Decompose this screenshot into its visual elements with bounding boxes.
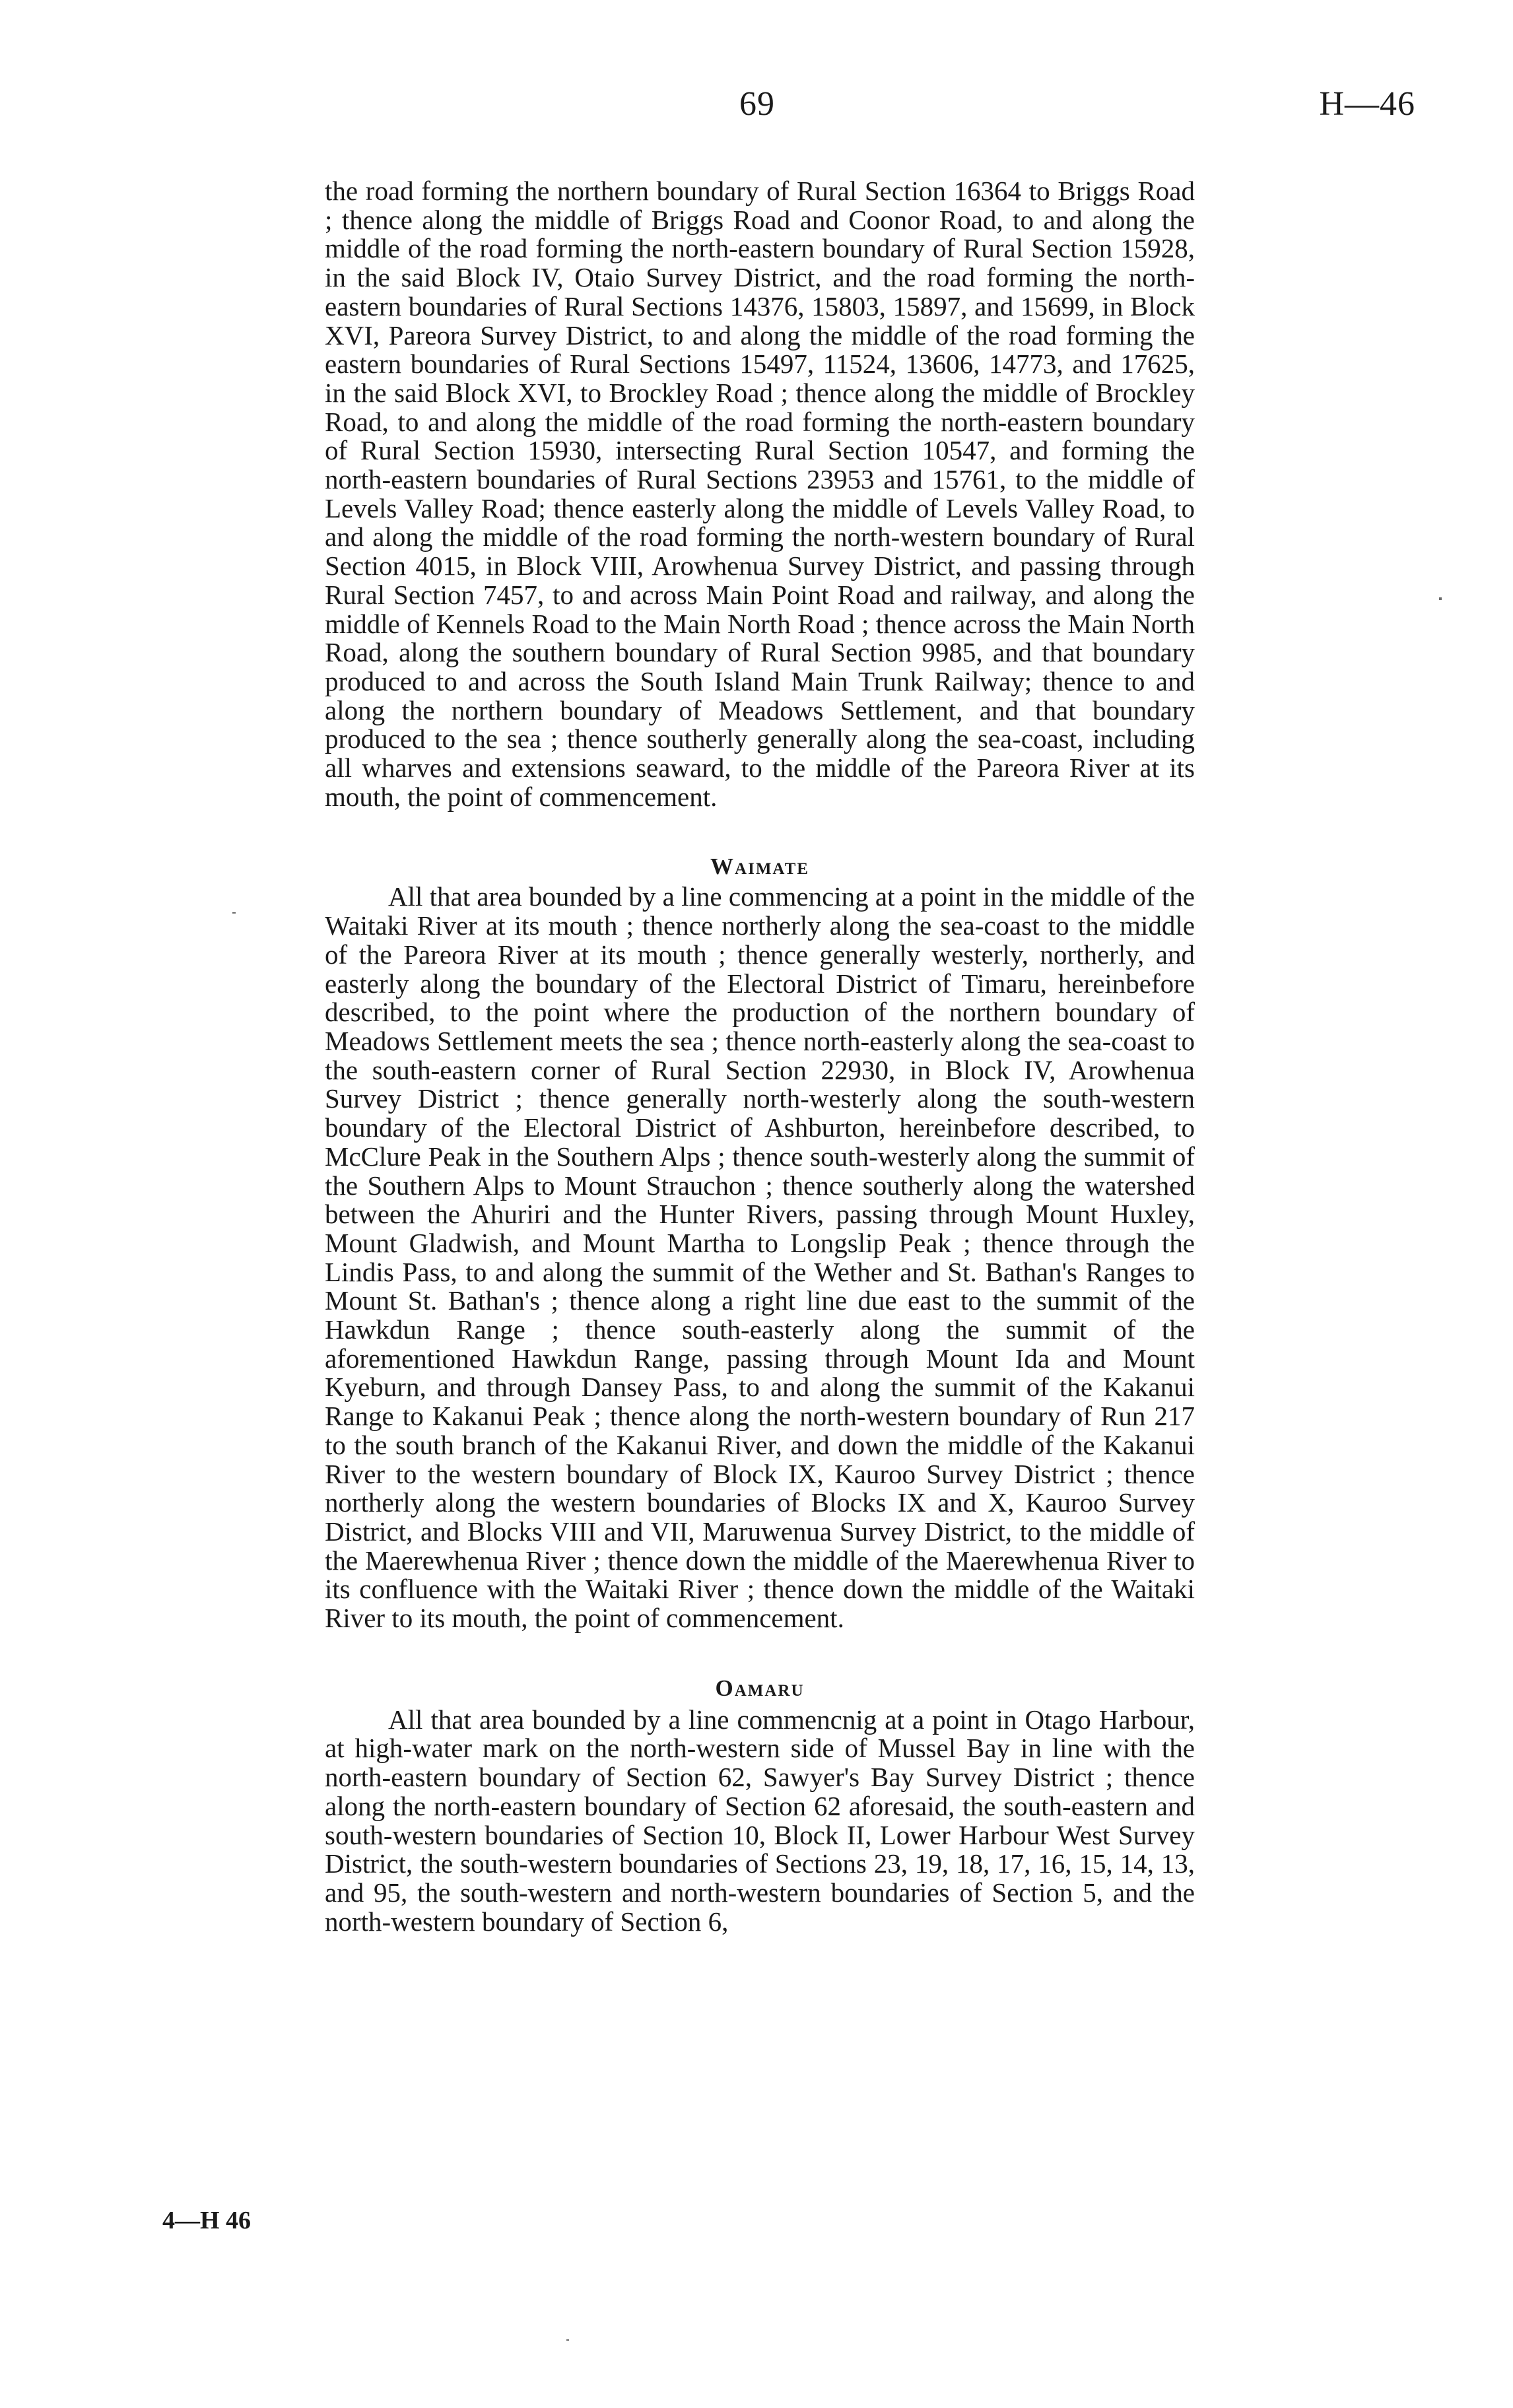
- printer-signature-mark: 4—H 46: [162, 2207, 252, 2234]
- scan-speck: [566, 2339, 569, 2341]
- waimate-boundary-paragraph: All that area bounded by a line commencing at a point in the middle of the Waitaki River at its mouth ; thence northerly along the sea-coast to the middle of the Pareora River at its mouth ; thence generally westerly, northerly, and easterly along the boundary of the Electoral District of Timaru, hereinbefore described, to the point where the production of the northern boundary of Meadows Settlement meets the sea ; thence north-easterly along the sea-coast to the south-eastern corner of Rural Section 22930, in Block IV, Arowhenua Survey District ; thence generally north-westerly along the south-western boundary of the Electoral District of Ashburton, hereinbefore described, to McClure Peak in the Southern Alps ; thence south-westerly along the summit of the Southern Alps to Mount Strauchon ; thence southerly along the watershed between the Ahuriri and the Hunter Rivers, passing through Mount Huxley, Mount Gladwish, and Mount Martha to Longslip Peak ; thence through the Lindis Pass, to and along the summit of the Wether and St. Bathan's Ranges to Mount St. Bathan's ; thence along a right line due east to the summit of the Hawkdun Range ; thence south-easterly along the summit of the aforementioned Hawkdun Range, passing through Mount Ida and Mount Kyeburn, and through Dansey Pass, to and along the summit of the Kakanui Range to Kakanui Peak ; thence along the north-western boundary of Run 217 to the south branch of the Kakanui River, and down the middle of the Kakanui River to the western boundary of Block IX, Kauroo Survey District ; thence northerly along the western boundaries of Blocks IX and X, Kauroo Survey District, and Blocks VIII and VII, Maruwenua Survey District, to the middle of the Maerewhenua River ; thence down the middle of the Maerewhenua River to its confluence with the Waitaki River ; thence down the middle of the Waitaki River to its mouth, the point of commencement.: [325, 881, 1195, 1634]
- page-number: 69: [739, 85, 775, 123]
- section-heading-oamaru: Oamaru: [715, 1675, 805, 1701]
- document-reference: H—46: [1319, 85, 1415, 123]
- continued-boundary-paragraph: the road forming the northern boundary of Rural Section 16364 to Briggs Road ; thence along the middle of Briggs Road and Coonor Road, to and along the middle of the road forming the north-eastern boundary of Rural Section 15928, in the said Block IV, Otaio Survey District, and the road forming the north-eastern boundaries of Rural Sections 14376, 15803, 15897, and 15699, in Block XVI, Pareora Survey District, to and along the middle of the road forming the eastern boundaries of Rural Sections 15497, 11524, 13606, 14773, and 17625, in the said Block XVI, to Brockley Road ; thence along the middle of Brockley Road, to and along the middle of the road forming the north-eastern boundary of Rural Section 15930, intersecting Rural Section 10547, and forming the north-eastern boundaries of Rural Sections 23953 and 15761, to the middle of Levels Valley Road; thence easterly along the middle of Levels Valley Road, to and along the middle of the road forming the north-western boundary of Rural Section 4015, in Block VIII, Arowhenua Survey District, and passing through Rural Section 7457, to and across Main Point Road and railway, and along the middle of Kennels Road to the Main North Road ; thence across the Main North Road, along the southern boundary of Rural Section 9985, and that boundary produced to and across the South Island Main Trunk Railway; thence to and along the northern boundary of Meadows Settlement, and that boundary produced to the sea ; thence southerly generally along the sea-coast, including all wharves and extensions seaward, to the middle of the Pareora River at its mouth, the point of commencement.: [325, 176, 1195, 812]
- oamaru-boundary-paragraph: All that area bounded by a line commencnig at a point in Otago Harbour, at high-water mark on the north-western side of Mussel Bay in line with the north-eastern boundary of Section 62, Sawyer's Bay Survey District ; thence along the north-eastern boundary of Section 62 aforesaid, the south-eastern and south-western boundaries of Section 10, Block II, Lower Harbour West Survey District, the south-western boundaries of Sections 23, 19, 18, 17, 16, 15, 14, 13, and 95, the south-western and north-western boundaries of Section 5, and the north-western boundary of Section 6,: [325, 1704, 1195, 1937]
- scan-speck: [1439, 597, 1442, 600]
- body-text-column: [325, 177, 1195, 1936]
- section-heading-waimate: Waimate: [710, 853, 809, 880]
- scan-speck: [232, 912, 236, 914]
